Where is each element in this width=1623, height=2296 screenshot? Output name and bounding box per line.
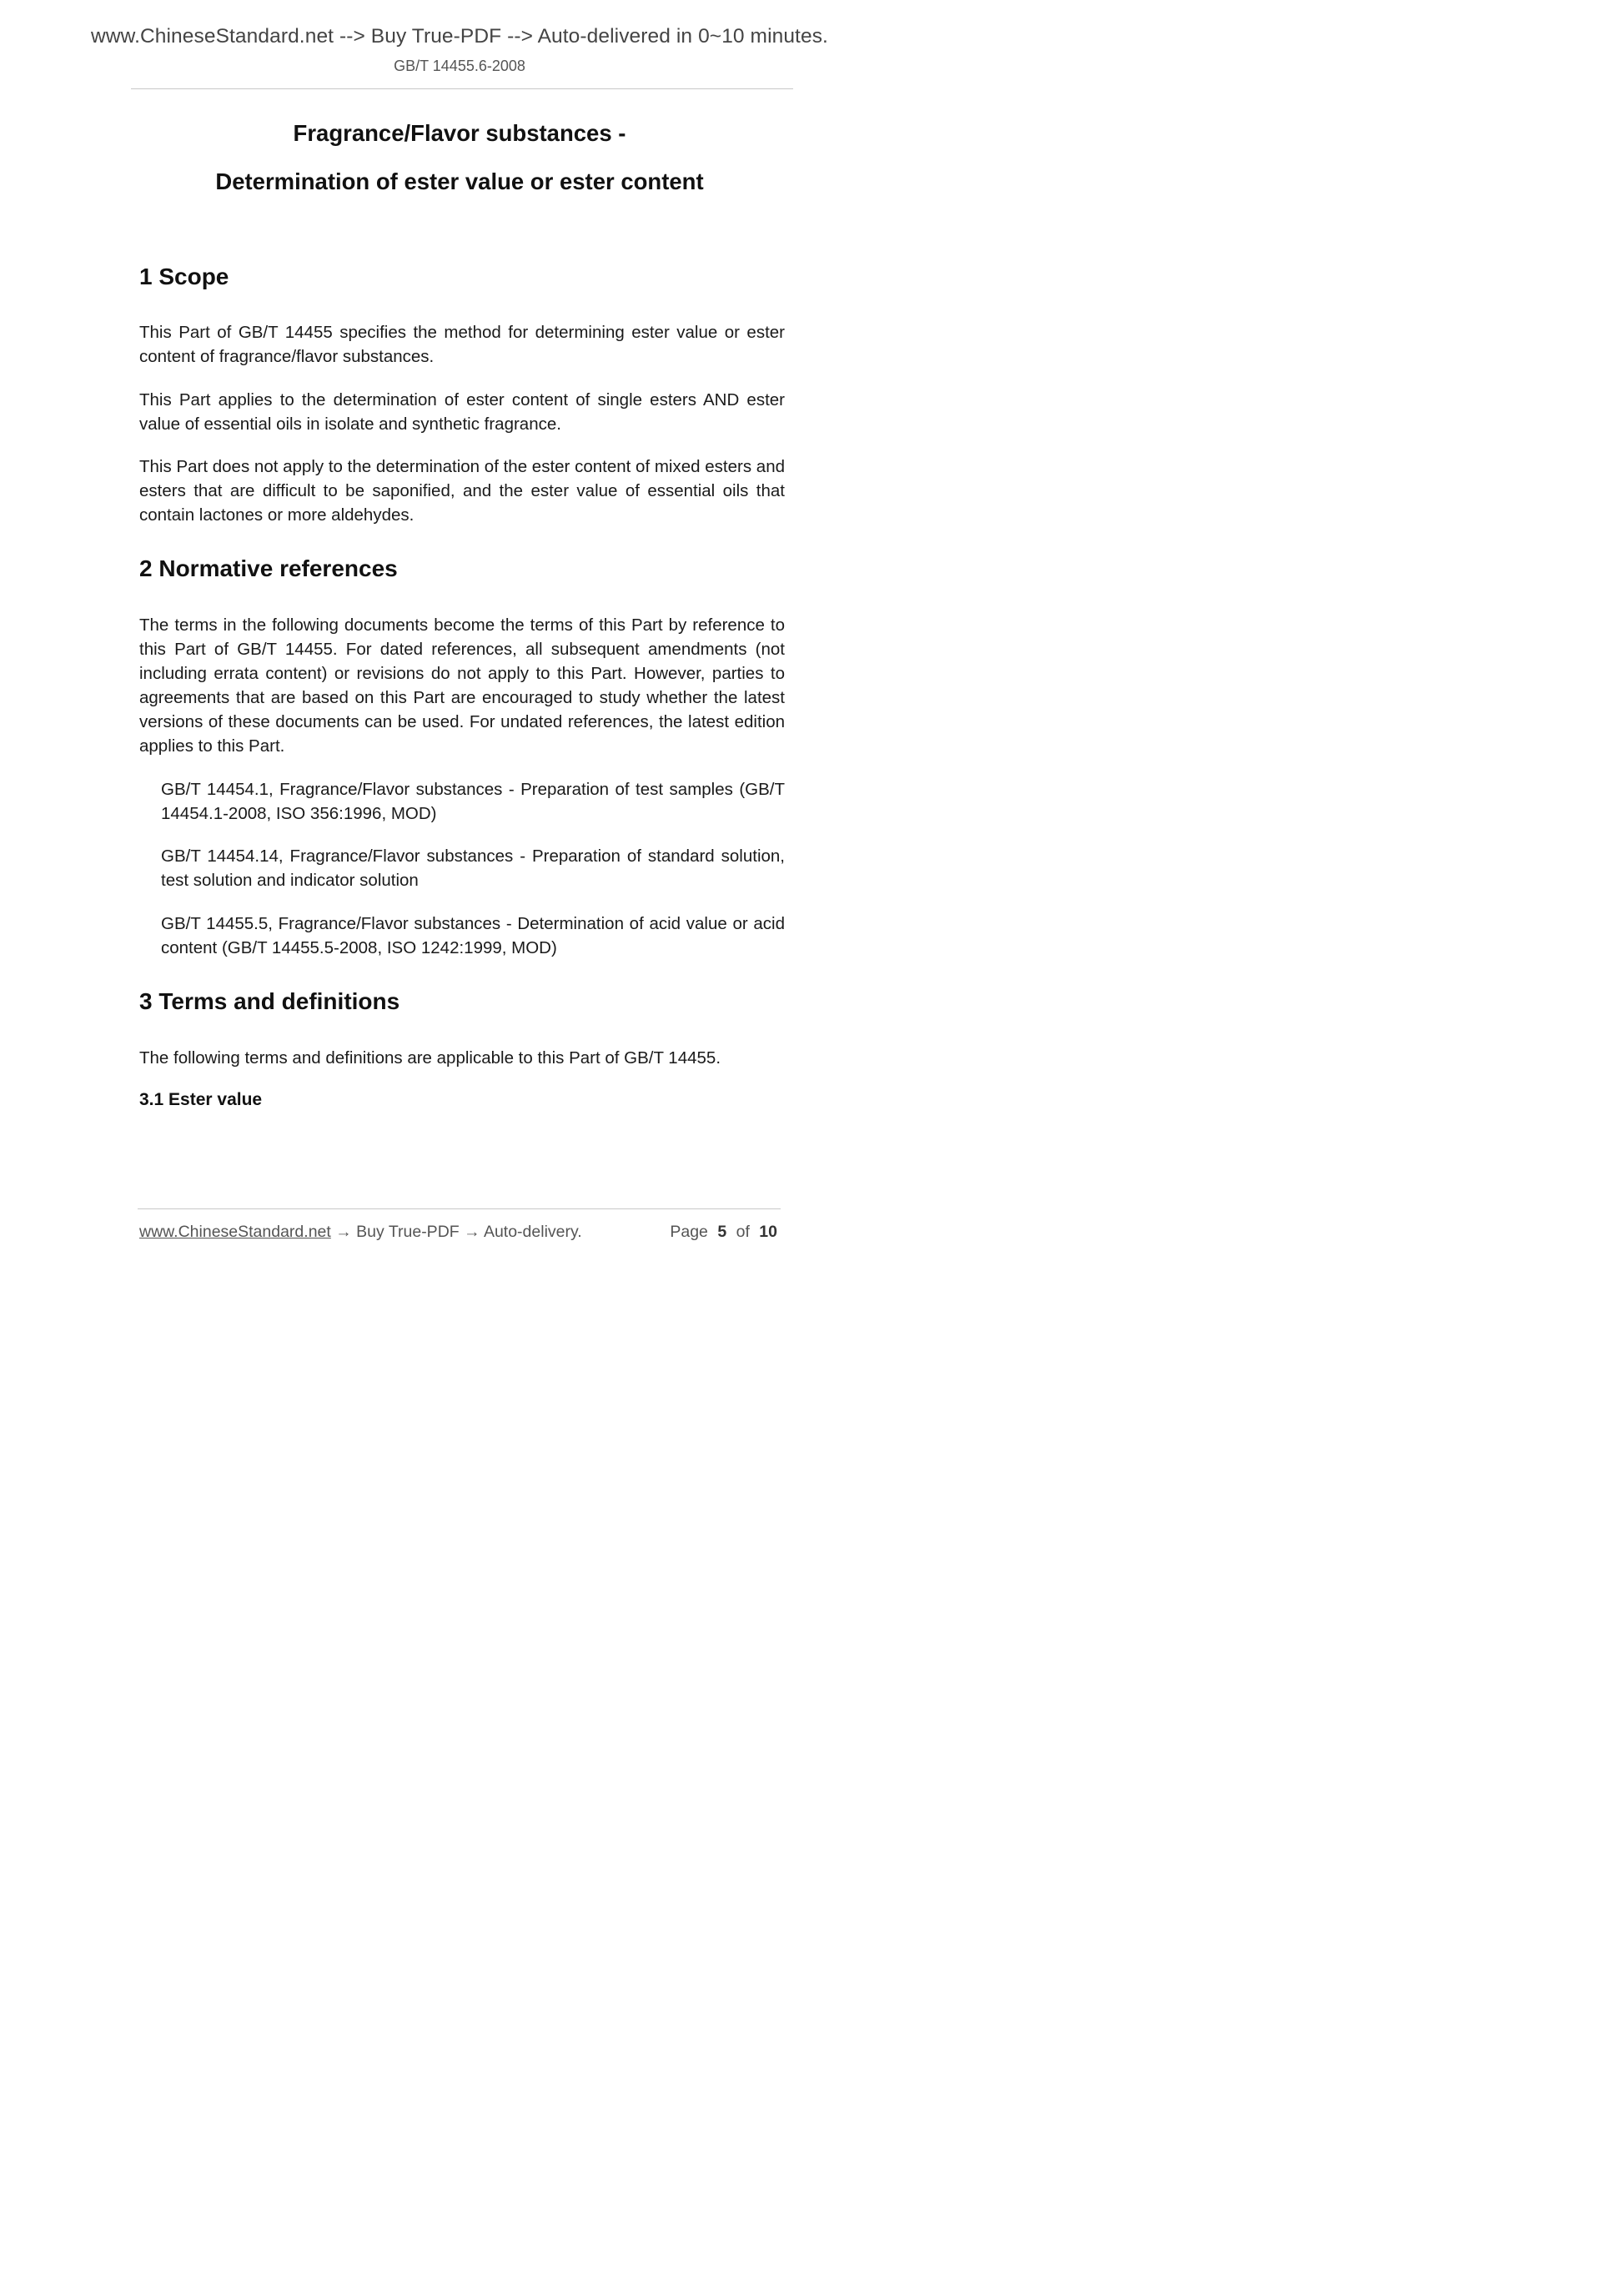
of-label: of <box>736 1223 750 1241</box>
scope-paragraph-1: This Part of GB/T 14455 specifies the method for determining ester value or ester content of fragrance/flavor substances. <box>139 323 785 366</box>
reference-item: GB/T 14455.5, Fragrance/Flavor substances - Determination of acid value or acid content (GB/T 14455.5-2008, ISO 1242:1999, MOD) <box>161 914 785 957</box>
section-heading-terms-definitions: 3 Terms and definitions <box>139 988 400 1014</box>
page-label: Page <box>670 1223 708 1241</box>
header-banner: www.ChineseStandard.net --> Buy True-PDF --> Auto-delivered in 0~10 minutes. <box>91 25 828 48</box>
scope-paragraph-3: This Part does not apply to the determination of the ester content of mixed esters and esters that are difficult to be saponified, and the ester value of essential oils that contain lactones or more aldehydes. <box>139 457 785 525</box>
scope-paragraph-2: This Part applies to the determination of ester content of single esters AND ester value of essential oils in isolate and synthetic fragrance. <box>139 390 785 434</box>
section-heading-scope: 1 Scope <box>139 264 229 289</box>
footer-divider <box>138 1208 781 1209</box>
reference-item: GB/T 14454.14, Fragrance/Flavor substances - Preparation of standard solution, test solution and indicator solution <box>161 847 785 890</box>
header-divider <box>131 88 793 89</box>
page-number <box>670 1223 777 1242</box>
footer-left <box>139 1223 582 1242</box>
document-title-line-1: Fragrance/Flavor substances - <box>293 120 626 146</box>
normative-intro-paragraph: The terms in the following documents become the terms of this Part by reference to this Part of GB/T 14455. For dated references, all subsequent amendments (not including errata content) or revisions do not apply to this Part. However, parties to agreements that are based on this Part are encouraged to study whether the latest versions of these documents can be used. For undated references, the latest edition applies to this Part. <box>139 615 785 756</box>
footer-site-link[interactable]: www.ChineseStandard.net <box>139 1223 331 1241</box>
reference-item: GB/T 14454.1, Fragrance/Flavor substances - Preparation of test samples (GB/T 14454.1-2008, ISO 356:1996, MOD) <box>161 780 785 823</box>
document-page <box>0 0 919 1300</box>
header-doc-code: GB/T 14455.6-2008 <box>394 58 525 74</box>
footer-tagline: → Buy True-PDF → Auto-delivery. <box>335 1223 582 1241</box>
page-current: 5 <box>717 1223 727 1241</box>
page-total: 10 <box>759 1223 777 1241</box>
subsection-heading-ester-value: 3.1 Ester value <box>139 1090 263 1109</box>
section-heading-normative-references: 2 Normative references <box>139 555 398 581</box>
terms-intro-paragraph: The following terms and definitions are applicable to this Part of GB/T 14455. <box>139 1048 721 1068</box>
document-title-line-2: Determination of ester value or ester content <box>215 168 704 194</box>
